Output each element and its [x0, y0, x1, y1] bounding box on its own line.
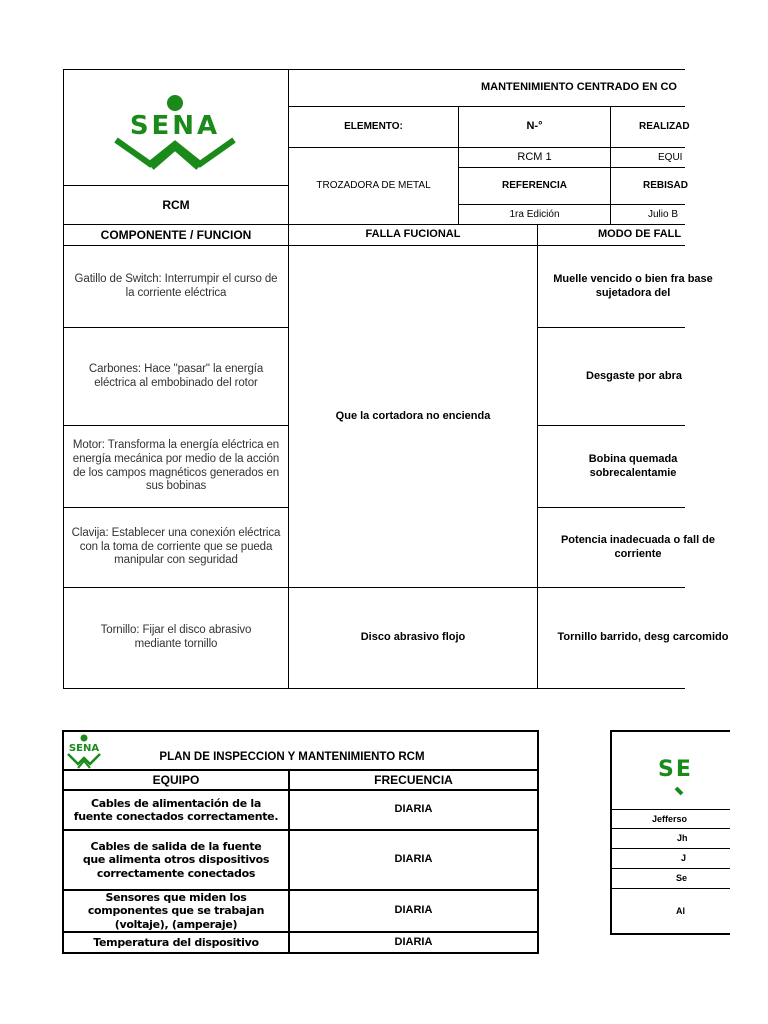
- plan-col-equipo: EQUIPO: [152, 772, 200, 787]
- logo-text: SENA: [129, 111, 221, 141]
- plan-logo: [64, 732, 108, 770]
- sena-logo-icon: [100, 88, 250, 176]
- sena-logo-icon: [650, 748, 730, 808]
- plan-equipo-cell: Temperatura del dispositivo: [93, 935, 259, 949]
- plan-frecuencia-cell: DIARIA: [394, 935, 433, 948]
- side-logo-text: SE: [658, 757, 693, 782]
- componente-cell: Motor: Transforma la energía eléctrica en energía mecánica por medio de la acción de los campos magnéticos generados en sus bobinas: [72, 438, 280, 493]
- componente-cell: Tornillo: Fijar el disco abrasivo mediante tornillo: [100, 624, 252, 650]
- rcm-label: RCM: [162, 197, 190, 212]
- elemento-value: TROZADORA DE METAL: [316, 180, 431, 191]
- plan-equipo-cell: Sensores que miden los componentes que se trabajan (voltaje), (amperaje): [87, 891, 265, 931]
- plan-frecuencia-cell: DIARIA: [394, 904, 433, 917]
- elemento-label: ELEMENTO:: [344, 121, 403, 132]
- plan-title: PLAN DE INSPECCION Y MANTENIMIENTO RCM: [159, 751, 425, 764]
- plan-equipo-cell: Cables de salida de la fuente que alimenta otros dispositivos correctamente conectados: [82, 840, 270, 880]
- plan-equipo-cell: Cables de alimentación de la fuente conectados correctamente.: [73, 796, 279, 823]
- header-modo: MODO DE FALL: [598, 228, 682, 241]
- modo-cell: Bobina quemada sobrecalentamie: [588, 453, 678, 479]
- realizado-label: REALIZAD: [639, 121, 690, 132]
- julio-value: Julio B: [648, 208, 679, 220]
- side-card-logo: [650, 748, 730, 808]
- plan-table: [62, 730, 539, 955]
- referencia-label: REFERENCIA: [501, 180, 567, 191]
- edicion-value: 1ra Edición: [509, 208, 560, 220]
- equipo-value: EQUI: [658, 151, 683, 163]
- side-card-name: Jefferso: [652, 813, 688, 824]
- revisado-label: REBISAD: [643, 180, 689, 191]
- modo-cell: Potencia inadecuada o fall de corriente: [560, 534, 716, 560]
- side-card: [610, 730, 730, 935]
- plan-frecuencia-cell: DIARIA: [394, 853, 433, 866]
- sena-logo-icon: [64, 732, 108, 770]
- side-card-name: Al: [676, 905, 685, 916]
- rcm-number: RCM 1: [517, 150, 552, 163]
- modo-cell: Muelle vencido o bien fra base sujetadora del: [553, 273, 713, 299]
- modo-cell: Desgaste por abra: [586, 369, 682, 382]
- header-falla: FALLA FUCIONAL: [365, 228, 461, 241]
- sheet-title: MANTENIMIENTO CENTRADO EN CO: [481, 81, 677, 94]
- plan-logo-text: SENA: [68, 743, 100, 754]
- side-card-name: J: [681, 852, 687, 863]
- side-card-name: Se: [676, 872, 688, 883]
- componente-cell: Gatillo de Switch: Interrumpir el curso de la corriente eléctrica: [74, 272, 278, 299]
- falla-cell: Que la cortadora no encienda: [335, 409, 491, 422]
- side-card-name: Jh: [677, 832, 688, 843]
- numero-label: N-°: [526, 120, 543, 133]
- componente-cell: Clavija: Establecer una conexión eléctrica con la toma de corriente que se pueda manipular con seguridad: [71, 526, 281, 567]
- falla-cell: Disco abrasivo flojo: [360, 631, 466, 644]
- plan-frecuencia-cell: DIARIA: [394, 803, 433, 816]
- sena-logo: [100, 88, 250, 176]
- plan-col-frecuencia: FRECUENCIA: [374, 772, 453, 787]
- header-componente: COMPONENTE / FUNCION: [100, 227, 252, 242]
- modo-cell: Tornillo barrido, desg carcomido: [557, 631, 729, 644]
- componente-cell: Carbones: Hace "pasar" la energía eléctrica al embobinado del rotor: [88, 362, 264, 389]
